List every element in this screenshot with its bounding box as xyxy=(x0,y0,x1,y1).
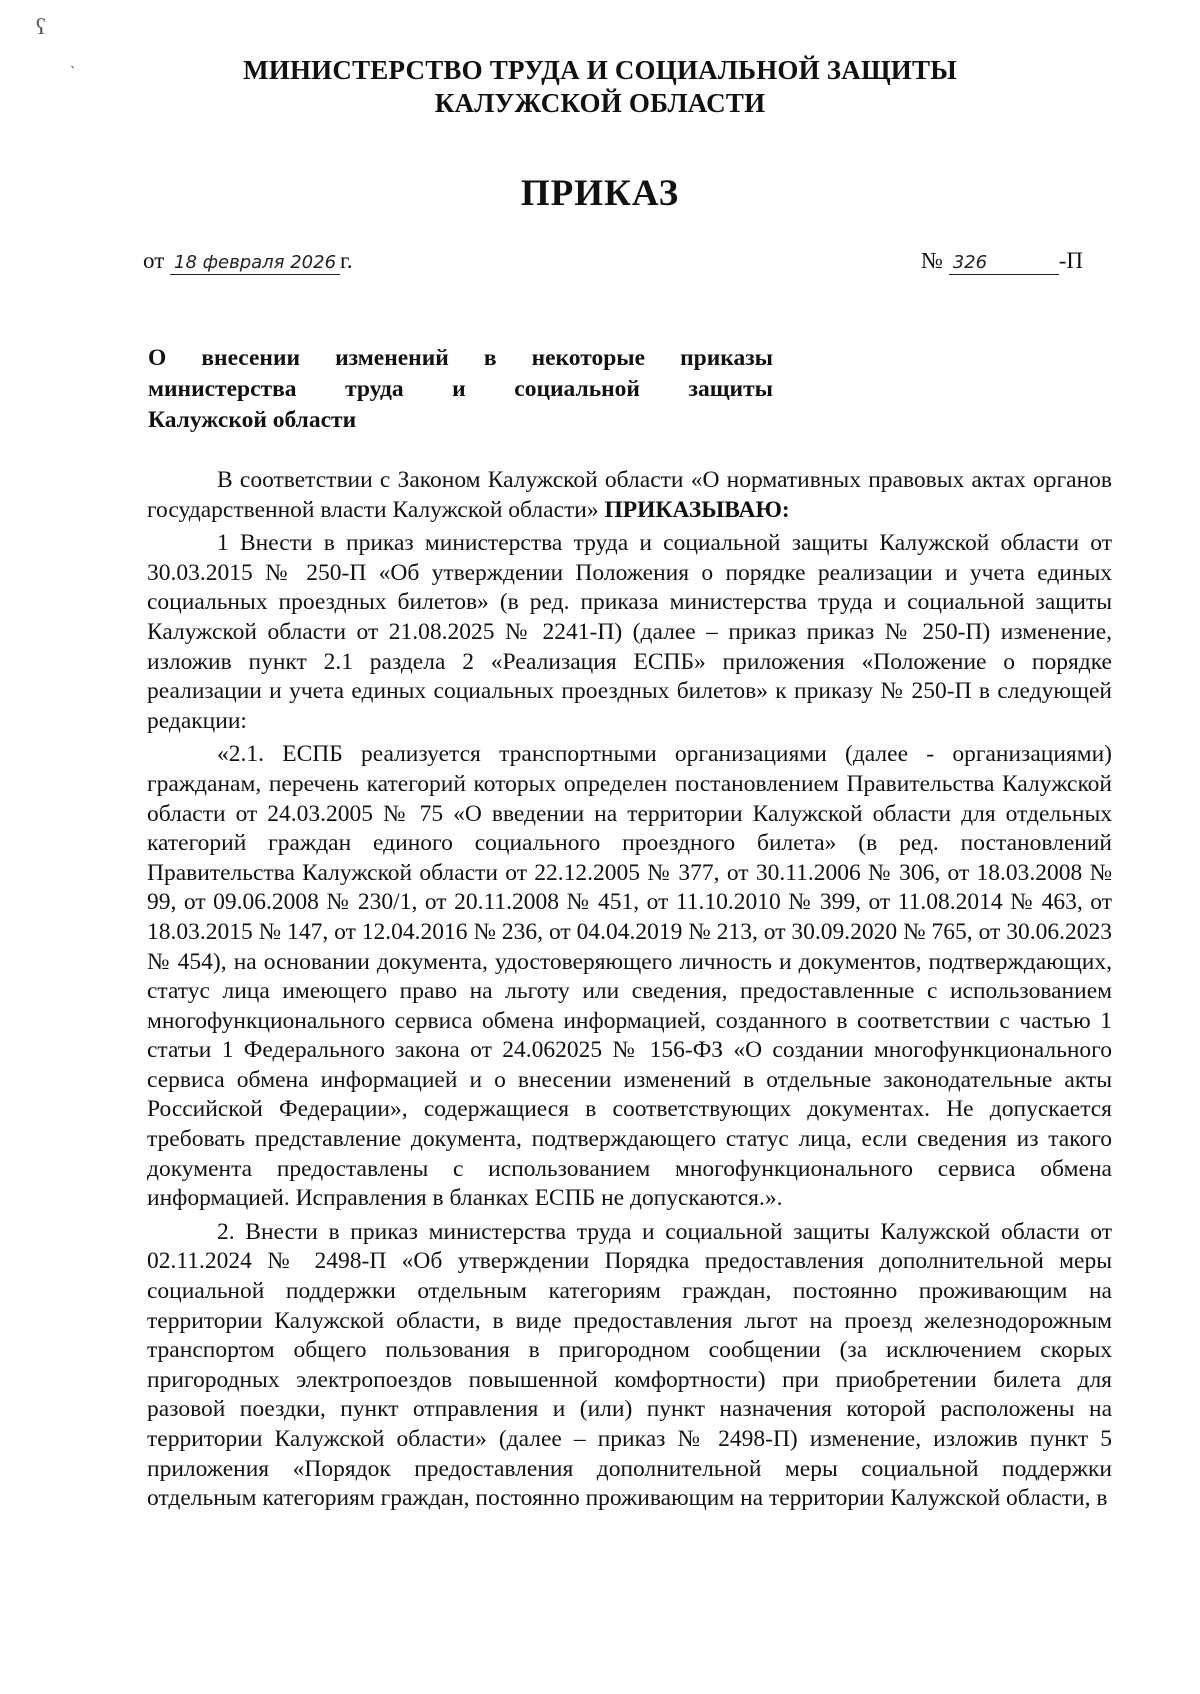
organization-name-line2: КАЛУЖСКОЙ ОБЛАСТИ xyxy=(434,88,766,118)
scan-dot: ˏ xyxy=(70,52,76,69)
order-number xyxy=(921,248,1083,275)
number-suffix: -П xyxy=(1058,248,1083,273)
subject-line2: министерства труда и социальной защиты xyxy=(148,376,773,402)
date-suffix: г. xyxy=(340,248,353,273)
document-type-title: ПРИКАЗ xyxy=(520,173,680,214)
subject-line1: О внесении изменений в некоторые приказы xyxy=(148,345,773,371)
handwritten-number: 326 xyxy=(952,252,988,273)
number-prefix: № xyxy=(921,248,943,273)
scan-mark: ʕ xyxy=(36,14,46,39)
handwritten-date: 18 февраля 2026 xyxy=(174,252,337,273)
date-prefix: от xyxy=(143,248,165,273)
document-header xyxy=(0,54,1200,215)
order-date xyxy=(143,248,353,275)
preamble-text: В соответствии с Законом Калужской области «О нормативных правовых актах органов государственной власти Калужской области» xyxy=(147,467,1112,523)
subject-line3: Калужской области xyxy=(148,407,357,433)
order-body xyxy=(147,466,1112,1518)
date-number-line xyxy=(143,248,1083,288)
order-keyword: ПРИКАЗЫВАЮ: xyxy=(604,496,790,523)
item-1-paragraph: 1 Внести в приказ министерства труда и социальной защиты Калужской области от 30.03.2015 № 250-П «Об утверждении Положения о порядке реализации и учета единых социальных проездных билетов» (в ред. приказа министерства труда и социальной защиты Калужской области от 21.08.2025 № 2241-П) (далее – приказ приказ № 250-П) изменение, изложив пункт 2.1 раздела 2 «Реализация ЕСПБ» приложения «Положение о порядке реализации и учета единых социальных проездных билетов» к приказу № 250-П в следующей редакции: xyxy=(147,530,1112,734)
organization-name-line1: МИНИСТЕРСТВО ТРУДА И СОЦИАЛЬНОЙ ЗАЩИТЫ xyxy=(243,55,957,85)
order-subject xyxy=(148,343,773,436)
item-2-paragraph: 2. Внести в приказ министерства труда и социальной защиты Калужской области от 02.11.2024 № 2498-П «Об утверждении Порядка предоставления дополнительной меры социальной поддержки отдельным категориям граждан, постоянно проживающим на территории Калужской области, в виде предоставления льгот на проезд железнодорожным транспортом общего пользования в пригородном сообщении (за исключением скорых пригородных электропоездов повышенной комфортности) при приобретении билета для разовой поездки, пункт отправления и (или) пункт назначения которой расположены на территории Калужской области» (далее – приказ № 2498-П) изменение, изложив пункт 5 приложения «Порядок предоставления дополнительной меры социальной поддержки отдельным категориям граждан, постоянно проживающим на территории Калужской области, в xyxy=(147,1218,1112,1512)
preamble-paragraph xyxy=(147,466,1112,525)
item-1-quote-paragraph: «2.1. ЕСПБ реализуется транспортными организациями (далее - организациями) гражданам, перечень категорий которых определен постановлением Правительства Калужской области от 24.03.2005 № 75 «О введении на территории Калужской области для отдельных категорий граждан единого социального проездного билета» (в ред. постановлений Правительства Калужской области от 22.12.2005 № 377, от 30.11.2006 № 306, от 18.03.2008 № 99, от 09.06.2008 № 230/1, от 20.11.2008 № 451, от 11.10.2010 № 399, от 11.08.2014 № 463, от 18.03.2015 № 147, от 12.04.2016 № 236, от 04.04.2019 № 213, от 30.09.2020 № 765, от 30.06.2023 № 454), на основании документа, удостоверяющего личность и документов, подтверждающих, статус лица имеющего право на льготу или сведения, предоставленные с использованием многофункционального сервиса обмена информацией, созданного в соответствии с частью 1 статьи 1 Федерального закона от 24.062025 № 156-ФЗ «О создании многофункционального сервиса обмена информацией и о внесении изменений в отдельные законодательные акты Российской Федерации», содержащиеся в соответствующих документах. Не допускается требовать представление документа, подтверждающего статус лица, если сведения из такого документа предоставлены с использованием многофункционального сервиса обмена информацией. Исправления в бланках ЕСПБ не допускаются.». xyxy=(147,741,1112,1212)
